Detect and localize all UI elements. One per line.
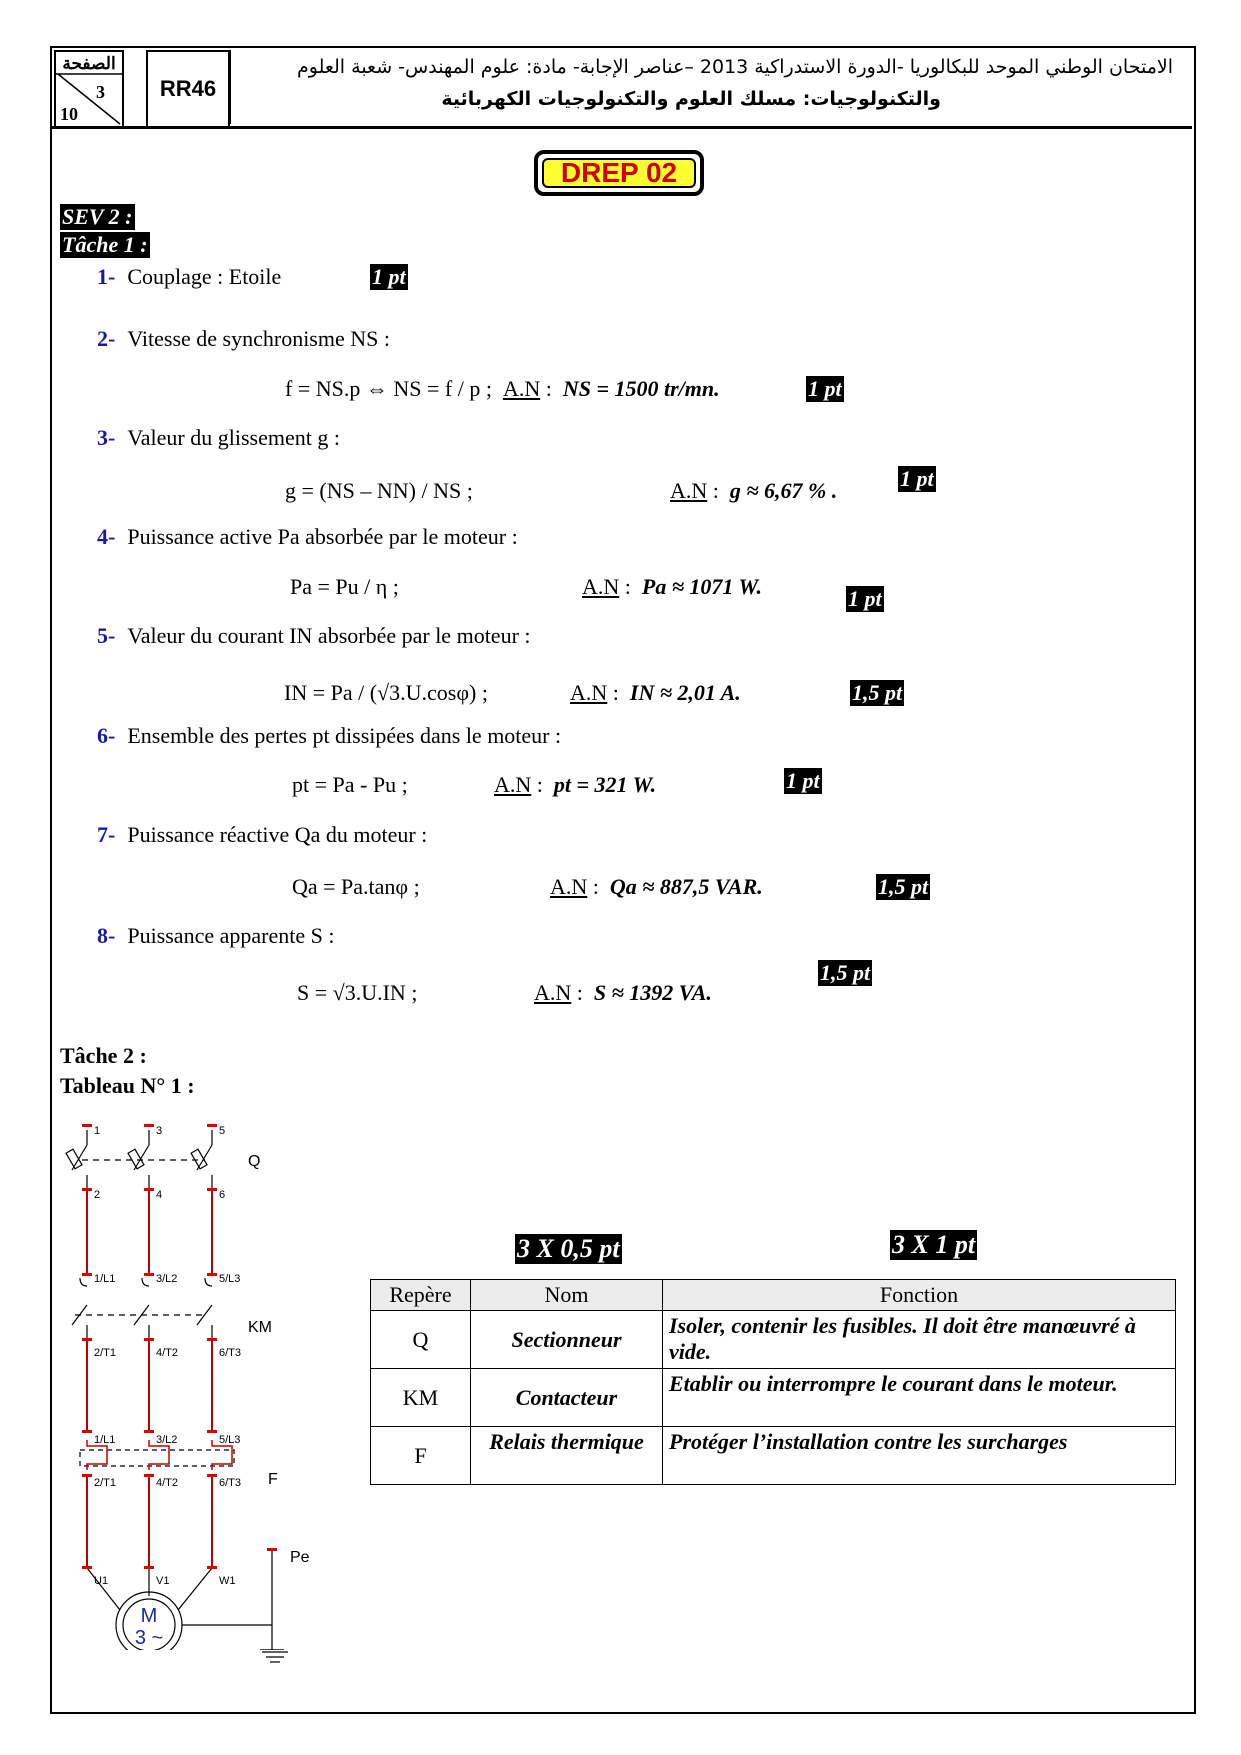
question-number: 3- <box>97 425 116 450</box>
an-3: A.N : g ≈ 6,67 % . <box>670 478 838 503</box>
an-label: A.N <box>670 478 708 503</box>
result: Pa ≈ 1071 W. <box>641 574 762 599</box>
formula: Pa = Pu / η ; <box>290 574 399 599</box>
f-term-label: 5/L3 <box>219 1434 241 1446</box>
drep-label: DREP 02 <box>542 158 696 188</box>
table-header: Fonction <box>663 1280 1176 1311</box>
question-number: 8- <box>97 923 116 948</box>
question-number: 4- <box>97 524 116 549</box>
header-divider <box>50 126 1192 129</box>
drep-badge <box>534 150 704 196</box>
an-label: A.N <box>534 980 572 1005</box>
header-title-line1: الامتحان الوطني الموحد للبكالوريا -الدورة الاستدراكية 2013 –عناصر الإجابة- مادة: علوم المهندس- شعبة العلوم <box>296 56 1173 78</box>
formula: f = NS.p ⇔ NS = f / p ; <box>285 376 492 401</box>
page-number-box <box>54 50 124 128</box>
motor-term-label: U1 <box>94 1575 109 1587</box>
table-header: Nom <box>471 1280 663 1311</box>
km-term-label: 6/T3 <box>219 1347 242 1359</box>
result: S ≈ 1392 VA. <box>593 980 712 1005</box>
an-7: A.N : Qa ≈ 887,5 VAR. <box>550 874 763 899</box>
q-term-label: 2 <box>94 1189 101 1201</box>
motor-term-label: W1 <box>219 1575 236 1587</box>
table-cell: KM <box>371 1369 471 1427</box>
formula-8 <box>297 980 417 1006</box>
f-label: F <box>268 1471 278 1488</box>
result: Qa ≈ 887,5 VAR. <box>609 874 763 899</box>
points-tag: 1 pt <box>786 768 820 793</box>
an-8: A.N : S ≈ 1392 VA. <box>534 980 712 1005</box>
sectionneur-q <box>66 1130 212 1190</box>
formula-6 <box>292 772 408 798</box>
table-row <box>371 1311 1176 1369</box>
points-tag: 1,5 pt <box>820 960 871 985</box>
formula: g = (NS – NN) / NS ; <box>285 478 473 503</box>
q-term-label: 4 <box>156 1189 163 1201</box>
question-7 <box>97 822 427 848</box>
question-text: Valeur du courant IN absorbée par le moteur : <box>127 623 531 648</box>
km-term-label: 1/L1 <box>94 1273 116 1285</box>
q-term-label: 3 <box>156 1125 163 1137</box>
sev-title: SEV 2 : <box>62 204 133 229</box>
an-label: A.N <box>494 772 532 797</box>
question-number: 5- <box>97 623 116 648</box>
result: IN ≈ 2,01 A. <box>629 680 741 705</box>
f-term-label: 3/L2 <box>156 1434 178 1446</box>
points-tag: 1 pt <box>900 466 934 491</box>
an-label: A.N <box>570 680 608 705</box>
question-number: 2- <box>97 326 116 351</box>
result: pt = 321 W. <box>553 772 657 797</box>
question-3 <box>97 425 340 451</box>
points-tag-fonction: 3 X 1 pt <box>892 1230 976 1259</box>
contacteur-km <box>72 1278 212 1340</box>
km-term-label: 2/T1 <box>94 1347 117 1359</box>
page-num: 3 <box>96 82 105 102</box>
an-label: A.N <box>550 874 588 899</box>
result: g ≈ 6,67 % . <box>729 478 838 503</box>
formula-4 <box>290 574 399 600</box>
question-text: Puissance active Pa absorbée par le moteur : <box>127 524 518 549</box>
question-2 <box>97 326 390 352</box>
question-text: Couplage : Etoile <box>127 264 282 289</box>
q-term-label: 5 <box>219 1125 226 1137</box>
tache2-title: Tâche 2 : <box>60 1043 147 1068</box>
formula-2: f = NS.p ⇔ NS = f / p ; A.N : NS = 1500 tr/mn. <box>285 376 720 401</box>
table-row <box>371 1369 1176 1427</box>
formula: S = √3.U.IN ; <box>297 980 418 1005</box>
km-term-label: 5/L3 <box>219 1273 241 1285</box>
points-tag: 1,5 pt <box>878 874 929 899</box>
formula-5 <box>284 680 488 706</box>
question-number: 1- <box>97 264 116 289</box>
question-text: Puissance réactive Qa du moteur : <box>127 822 428 847</box>
question-8 <box>97 923 334 949</box>
power-circuit-diagram <box>60 1110 350 1650</box>
result: NS = 1500 tr/mn. <box>562 376 720 401</box>
f-term-label: 2/T1 <box>94 1477 117 1489</box>
f-term-label: 4/T2 <box>156 1477 179 1489</box>
q-term-label: 6 <box>219 1189 226 1201</box>
formula-7 <box>292 874 420 900</box>
pe-label: Pe <box>290 1549 310 1566</box>
page-total: 10 <box>60 104 78 124</box>
question-text: Ensemble des pertes pt dissipées dans le moteur : <box>127 723 562 748</box>
question-text: Vitesse de synchronisme NS : <box>127 326 390 351</box>
table-cell: Etablir ou interrompre le courant dans le moteur. <box>663 1369 1176 1427</box>
points-tag: 1,5 pt <box>852 680 903 705</box>
an-5: A.N : IN ≈ 2,01 A. <box>570 680 741 705</box>
table-cell: Contacteur <box>471 1369 663 1427</box>
table-cell: Isoler, contenir les fusibles. Il doit être manœuvré à vide. <box>663 1311 1176 1369</box>
an-label: A.N <box>582 574 620 599</box>
header-title-box <box>228 50 1191 124</box>
page-label: الصفحة <box>62 54 116 73</box>
km-label: KM <box>248 1319 272 1336</box>
question-4 <box>97 524 518 550</box>
question-text: Valeur du glissement g : <box>127 425 340 450</box>
motor-phase-label: 3 ~ <box>134 1627 164 1649</box>
components-table <box>370 1279 1176 1485</box>
formula: pt = Pa - Pu ; <box>292 772 408 797</box>
q-label: Q <box>248 1153 261 1170</box>
an-label: A.N <box>502 376 541 401</box>
motor-term-label: V1 <box>156 1575 170 1587</box>
question-6 <box>97 723 561 749</box>
points-tag: 1 pt <box>372 264 406 289</box>
table-header: Repère <box>371 1280 471 1311</box>
points-tag: 1 pt <box>808 376 842 401</box>
exam-code: RR46 <box>146 50 230 128</box>
km-term-label: 3/L2 <box>156 1273 178 1285</box>
tache1-title: Tâche 1 : <box>62 232 148 257</box>
formula: Qa = Pa.tanφ ; <box>292 874 420 899</box>
question-5 <box>97 623 531 649</box>
formula: IN = Pa / (√3.U.cosφ) ; <box>284 680 488 705</box>
table-cell: Q <box>371 1311 471 1369</box>
table-cell: Relais thermique <box>471 1427 663 1485</box>
an-6: A.N : pt = 321 W. <box>494 772 657 797</box>
table-row <box>371 1427 1176 1485</box>
question-number: 6- <box>97 723 116 748</box>
question-number: 7- <box>97 822 116 847</box>
question-text: Puissance apparente S : <box>127 923 335 948</box>
table-cell: Sectionneur <box>471 1311 663 1369</box>
points-tag-nom: 3 X 0,5 pt <box>517 1234 620 1263</box>
points-tag: 1 pt <box>848 586 882 611</box>
table-cell: F <box>371 1427 471 1485</box>
km-term-label: 4/T2 <box>156 1347 179 1359</box>
motor-label: M <box>140 1605 158 1627</box>
tableau-title: Tableau N° 1 : <box>60 1073 195 1098</box>
table-cell: Protéger l’installation contre les surcharges <box>663 1427 1176 1485</box>
f-term-label: 1/L1 <box>94 1434 116 1446</box>
question-1 <box>97 264 281 290</box>
earth-ground-icon <box>260 1650 290 1670</box>
an-4: A.N : Pa ≈ 1071 W. <box>582 574 762 599</box>
f-term-label: 6/T3 <box>219 1477 242 1489</box>
formula-3 <box>285 478 473 504</box>
q-term-label: 1 <box>94 1125 101 1137</box>
header-title-line2: والتكنولوجيات: مسلك العلوم والتكنولوجيات الكهربائية <box>441 88 941 110</box>
table-header-row <box>371 1280 1176 1311</box>
